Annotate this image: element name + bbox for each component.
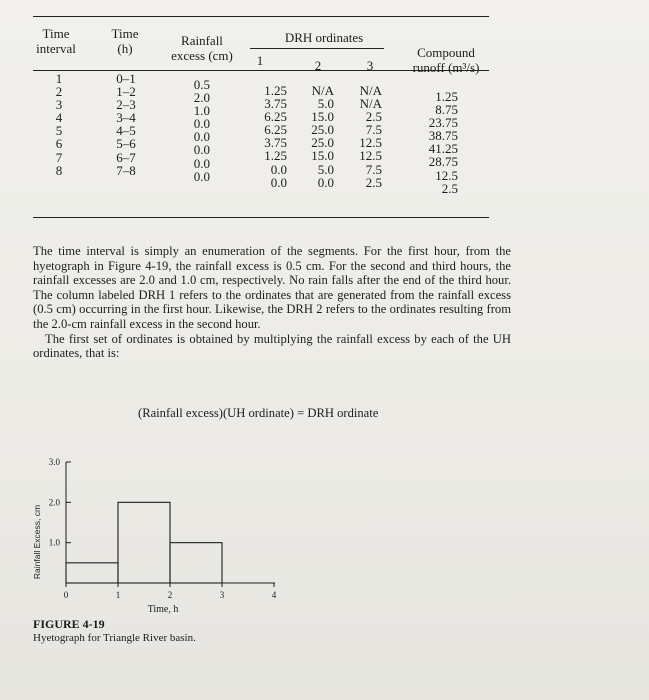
y-tick-label-2.0: 2.0 [48, 497, 60, 508]
col-drh1 [253, 84, 287, 189]
x-tick-label-3: 3 [219, 590, 225, 600]
col-interval [52, 72, 66, 177]
cell-comp-5: 41.25 [428, 141, 458, 157]
cell-d2-3: 15.0 [311, 109, 334, 125]
header-time-interval: Time interval [36, 26, 76, 56]
cell-time-2: 1–2 [116, 84, 136, 100]
cell-d3-3: 2.5 [365, 109, 382, 125]
equation: (Rainfall excess)(UH ordinate) = DRH ordinate [138, 406, 379, 420]
paragraph-1: The time interval is simply an enumeration of the segments. For the first hour, from the hyetograph in Figure 4-19, the rainfall excess is 0.5 cm. For the second and third hours, the rainfall excesses are 2.0 and 1.0 cm, respectively. No rain falls after the end of the third hour. The column labeled DRH 1 refers to the ordinates that are generated from the rainfall excess (0.5 cm) occurring in the first hour. Likewise, the DRH 2 refers to the ordinates resulting from the 2.0-cm rainfall excess in the second hour. [33, 244, 511, 331]
x-ticks [64, 583, 277, 600]
bar-hour-3 [170, 543, 222, 583]
cell-d1-5: 3.75 [264, 135, 287, 151]
cell-d1-7: 0.0 [270, 161, 287, 177]
cell-comp-2: 8.75 [435, 102, 458, 118]
y-ticks [49, 457, 71, 548]
cell-rain-2: 2.0 [193, 90, 210, 106]
cell-d1-6: 1.25 [264, 148, 287, 164]
cell-d1-2: 3.75 [264, 96, 287, 112]
cell-d2-4: 25.0 [311, 122, 334, 138]
cell-time-3: 2–3 [116, 97, 136, 113]
cell-comp-6: 28.75 [428, 154, 458, 170]
bar-hour-1 [66, 563, 118, 583]
header-drh-1: 1 [256, 53, 264, 68]
header-drh-3: 3 [366, 58, 374, 73]
col-time [106, 72, 146, 177]
header-time-h: Time (h) [111, 26, 139, 56]
bar-hour-2 [118, 502, 170, 583]
body-text [33, 244, 511, 361]
cell-d3-7: 7.5 [365, 161, 382, 177]
x-tick-label-4: 4 [271, 590, 277, 600]
cell-time-8: 7–8 [116, 162, 136, 178]
cell-time-6: 5–6 [116, 136, 136, 152]
cell-interval-5: 5 [55, 123, 63, 139]
cell-d2-5: 25.0 [311, 135, 334, 151]
bars [66, 502, 222, 583]
cell-d3-1: N/A [359, 83, 382, 98]
x-tick-label-1: 1 [115, 590, 121, 600]
header-rainfall: Rainfall excess (cm) [171, 33, 233, 63]
drh-group-rule [250, 48, 384, 49]
x-tick-label-2: 2 [167, 590, 173, 600]
paragraph-2: The first set of ordinates is obtained by multiplying the rainfall excess by each of the UH ordinates, that is: [33, 331, 511, 361]
figure-label: FIGURE 4-19 [33, 617, 105, 631]
y-tick-label-1.0: 1.0 [48, 537, 60, 548]
cell-d3-2: N/A [359, 96, 382, 112]
cell-time-7: 6–7 [116, 149, 136, 165]
cell-comp-7: 12.5 [435, 167, 458, 183]
cell-interval-2: 2 [55, 84, 63, 100]
cell-d2-6: 15.0 [311, 148, 334, 164]
y-axis-label: Rainfall Excess, cm [32, 504, 42, 580]
cell-d2-1: N/A [311, 83, 334, 98]
header-compound: Compound runoff (m³/s) [412, 45, 480, 75]
cell-interval-7: 7 [55, 149, 63, 165]
header-bottom-rule [33, 70, 489, 71]
col-compound [418, 90, 458, 195]
cell-interval-6: 6 [55, 136, 63, 152]
cell-rain-6: 0.0 [193, 142, 210, 158]
cell-d1-3: 6.25 [264, 109, 287, 125]
cell-d3-4: 7.5 [365, 122, 382, 138]
cell-rain-7: 0.0 [193, 155, 210, 171]
table-top-rule [33, 16, 489, 17]
cell-d2-8: 0.0 [317, 174, 334, 190]
cell-d1-4: 6.25 [264, 122, 287, 138]
cell-rain-5: 0.0 [193, 129, 210, 145]
table-bottom-rule [33, 217, 489, 218]
col-drh3 [348, 84, 382, 189]
cell-time-4: 3–4 [116, 110, 136, 126]
col-drh2 [300, 84, 334, 189]
cell-rain-3: 1.0 [193, 103, 210, 119]
header-drh-group: DRH ordinates [284, 30, 364, 45]
cell-d1-1: 1.25 [264, 83, 287, 98]
y-tick-label-3.0: 3.0 [48, 457, 60, 467]
cell-d2-2: 5.0 [317, 96, 334, 112]
cell-rain-1: 0.5 [193, 77, 210, 92]
figure-caption: Hyetograph for Triangle River basin. [33, 632, 196, 644]
cell-d1-8: 0.0 [270, 174, 287, 190]
cell-d3-6: 12.5 [359, 148, 382, 164]
col-rain [180, 78, 210, 183]
cell-time-1: 0–1 [116, 71, 136, 86]
header-drh-2: 2 [314, 58, 322, 73]
cell-comp-1: 1.25 [435, 89, 458, 104]
cell-rain-8: 0.0 [193, 168, 210, 184]
x-tick-label-0: 0 [63, 590, 69, 600]
hyetograph-chart [20, 450, 320, 615]
cell-rain-4: 0.0 [193, 116, 210, 132]
cell-time-5: 4–5 [116, 123, 136, 139]
cell-d3-8: 2.5 [365, 174, 382, 190]
cell-interval-8: 8 [55, 162, 63, 178]
cell-interval-4: 4 [55, 110, 63, 126]
cell-interval-3: 3 [55, 97, 63, 113]
cell-d3-5: 12.5 [359, 135, 382, 151]
cell-comp-4: 38.75 [428, 128, 458, 144]
cell-interval-1: 1 [55, 71, 63, 86]
cell-d2-7: 5.0 [317, 161, 334, 177]
cell-comp-8: 2.5 [441, 180, 458, 196]
cell-comp-3: 23.75 [428, 115, 458, 131]
x-axis-label: Time, h [147, 604, 179, 615]
